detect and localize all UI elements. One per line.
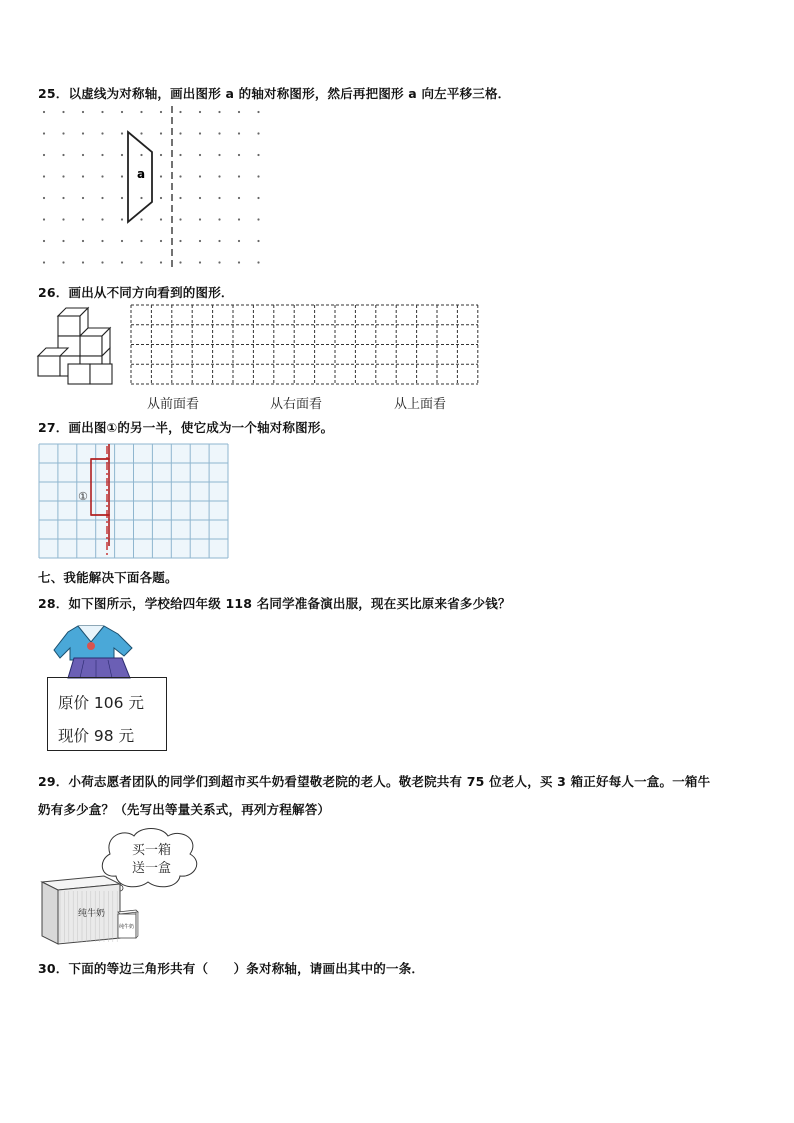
square-grid-figure xyxy=(38,443,230,561)
question-27: 27．画出图①的另一半，使它成为一个轴对称图形。 xyxy=(38,420,334,435)
question-29-line-1: 29．小荷志愿者团队的同学们到超市买牛奶看望敬老院的老人。敬老院共有 75 位老人，买 3 箱正好每人一盒。一箱牛 xyxy=(38,774,711,789)
dot-grid-figure xyxy=(36,104,266,274)
costume-illustration xyxy=(44,618,140,680)
bubble-line-1: 买一箱 xyxy=(132,843,172,858)
question-25: 25．以虚线为对称轴，画出图形 a 的轴对称图形，然后再把图形 a 向左平移三格． xyxy=(38,86,511,101)
price-box xyxy=(47,677,167,751)
question-28: 28．如下图所示，学校给四年级 118 名同学准备演出服，现在买比原来省多少钱？ xyxy=(38,596,511,611)
section-7-heading: 七、我能解决下面各题。 xyxy=(38,570,178,585)
caption-top-view: 从上面看 xyxy=(394,397,447,412)
milk-box-illustration xyxy=(38,826,208,948)
question-26: 26．画出从不同方向看到的图形． xyxy=(38,285,234,300)
caption-right-view: 从右面看 xyxy=(270,397,323,412)
caption-front-view: 从前面看 xyxy=(147,397,200,412)
shape-1-label: ① xyxy=(78,490,88,503)
bubble-line-2: 送一盒 xyxy=(132,861,172,876)
cube-stack-figure xyxy=(36,304,118,386)
question-29-line-2: 奶有多少盒？（先写出等量关系式，再列方程解答） xyxy=(38,802,331,817)
big-box-label: 纯牛奶 xyxy=(78,909,106,919)
dashed-drawing-grid xyxy=(130,304,480,386)
small-box-label: 纯牛奶 xyxy=(119,924,135,930)
shape-a-label: a xyxy=(137,167,146,181)
original-price: 原价 106 元 xyxy=(58,694,144,712)
question-30: 30．下面的等边三角形共有（ ）条对称轴，请画出其中的一条． xyxy=(38,961,425,976)
current-price: 现价 98 元 xyxy=(58,727,135,745)
